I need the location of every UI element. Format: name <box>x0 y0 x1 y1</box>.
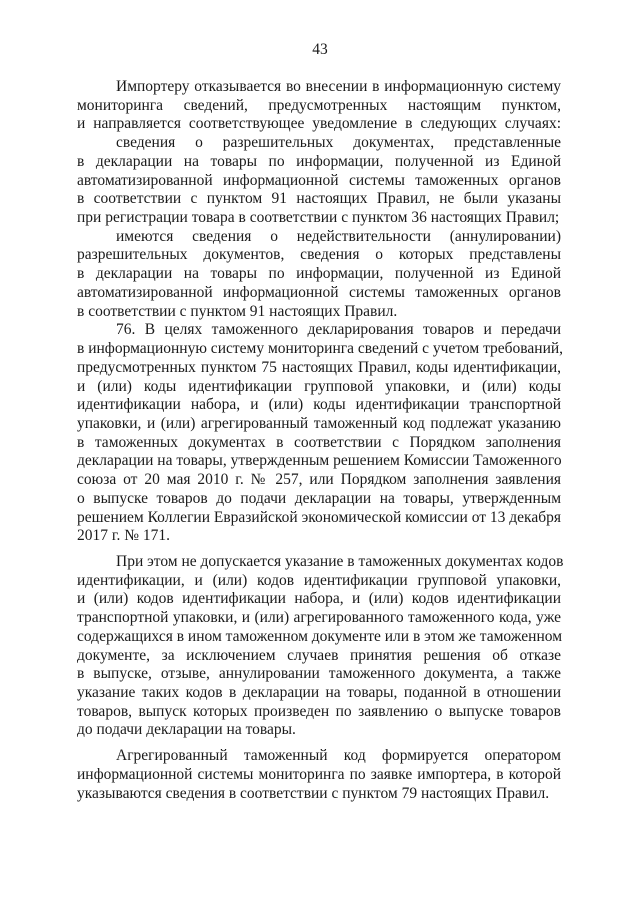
paragraph-permits-not-indicated <box>77 134 561 228</box>
paragraph-aggregated-code <box>77 747 561 803</box>
paragraph-codes-not-allowed <box>77 552 564 740</box>
text-line: в декларации на товары по информации, полученной из Единой <box>77 265 561 283</box>
text-line: в выпуске, отзыве, аннулировании таможенного документа, а также <box>77 665 561 683</box>
paragraph-clause-76 <box>77 321 564 546</box>
text-line: в информационную систему мониторинга сведений с учетом требований, <box>77 340 564 358</box>
text-line: товаров, выпуск которых произведен по заявлению о выпуске товаров <box>77 702 561 720</box>
text-line: декларации на товары, утвержденным решением Комиссии Таможенного <box>77 452 562 470</box>
text-line: в декларации на товары по информации, полученной из Единой <box>77 152 561 170</box>
text-line: идентификации набора, и (или) коды идентификации транспортной <box>77 396 561 414</box>
text-line: мониторинга сведений, предусмотренных настоящим пунктом, <box>77 96 561 114</box>
text-line: союза от 20 мая 2010 г. № 257, или Порядком заполнения заявления <box>77 471 561 489</box>
text-line: в соответствии с пунктом 91 настоящих Правил, не были указаны <box>77 190 561 208</box>
paragraph-permits-invalid <box>77 228 561 322</box>
text-line: 2017 г. № 171. <box>77 527 171 545</box>
text-line: сведения о разрешительных документах, представленные <box>116 134 561 152</box>
text-line: и (или) коды идентификации групповой упаковки, и (или) коды <box>77 377 561 395</box>
text-line: предусмотренных пунктом 75 настоящих Правил, коды идентификации, <box>77 358 561 376</box>
text-line: 76. В целях таможенного декларирования товаров и передачи <box>116 321 561 339</box>
text-line: имеются сведения о недействительности (аннулировании) <box>116 227 561 245</box>
text-line: информационной системы мониторинга по заявке импортера, в которой <box>77 765 561 783</box>
text-line: и (или) кодов идентификации набора, и (или) кодов идентификации <box>77 590 561 608</box>
text-line: при регистрации товара в соответствии с пунктом 36 настоящих Правил; <box>77 209 560 227</box>
page-number: 43 <box>312 41 328 58</box>
text-line: до подачи декларации на товары. <box>77 721 296 739</box>
text-line: При этом не допускается указание в таможенных документах кодов <box>116 552 564 570</box>
text-line: упаковки, и (или) агрегированный таможенный код подлежат указанию <box>77 414 561 432</box>
text-line: Агрегированный таможенный код формируется оператором <box>116 747 561 765</box>
paragraph-spacer <box>77 546 561 553</box>
text-line: Импортеру отказывается во внесении в информационную систему <box>116 78 561 95</box>
paragraph-importer-refusal <box>77 78 561 134</box>
text-line: о выпуске товаров до подачи декларации на товары, утвержденным <box>77 489 561 507</box>
text-line: указание таких кодов в декларации на товары, поданной в отношении <box>77 684 561 701</box>
paragraph-spacer <box>77 740 561 747</box>
text-line: транспортной упаковки, и (или) агрегированного таможенного кода, уже <box>77 609 561 627</box>
text-line: содержащихся в ином таможенном документе или в этом же таможенном <box>77 627 563 645</box>
text-line: решением Коллегии Евразийской экономической комиссии от 13 декабря <box>77 508 561 526</box>
text-line: указываются сведения в соответствии с пунктом 79 настоящих Правил. <box>77 784 550 802</box>
document-body <box>77 78 564 803</box>
text-line: документе, за исключением случаев принятия решения об отказе <box>77 646 561 664</box>
text-line: и направляется соответствующее уведомление в следующих случаях: <box>77 115 561 133</box>
text-line: идентификации, и (или) кодов идентификации групповой упаковки, <box>77 571 561 589</box>
text-line: разрешительных документов, сведения о которых представлены <box>77 246 561 264</box>
text-line: автоматизированной информационной системы таможенных органов <box>77 171 561 189</box>
text-line: в соответствии с пунктом 91 настоящих Правил. <box>77 302 398 320</box>
text-line: автоматизированной информационной системы таможенных органов <box>77 283 561 301</box>
text-line: в таможенных документах в соответствии с Порядком заполнения <box>77 433 561 451</box>
